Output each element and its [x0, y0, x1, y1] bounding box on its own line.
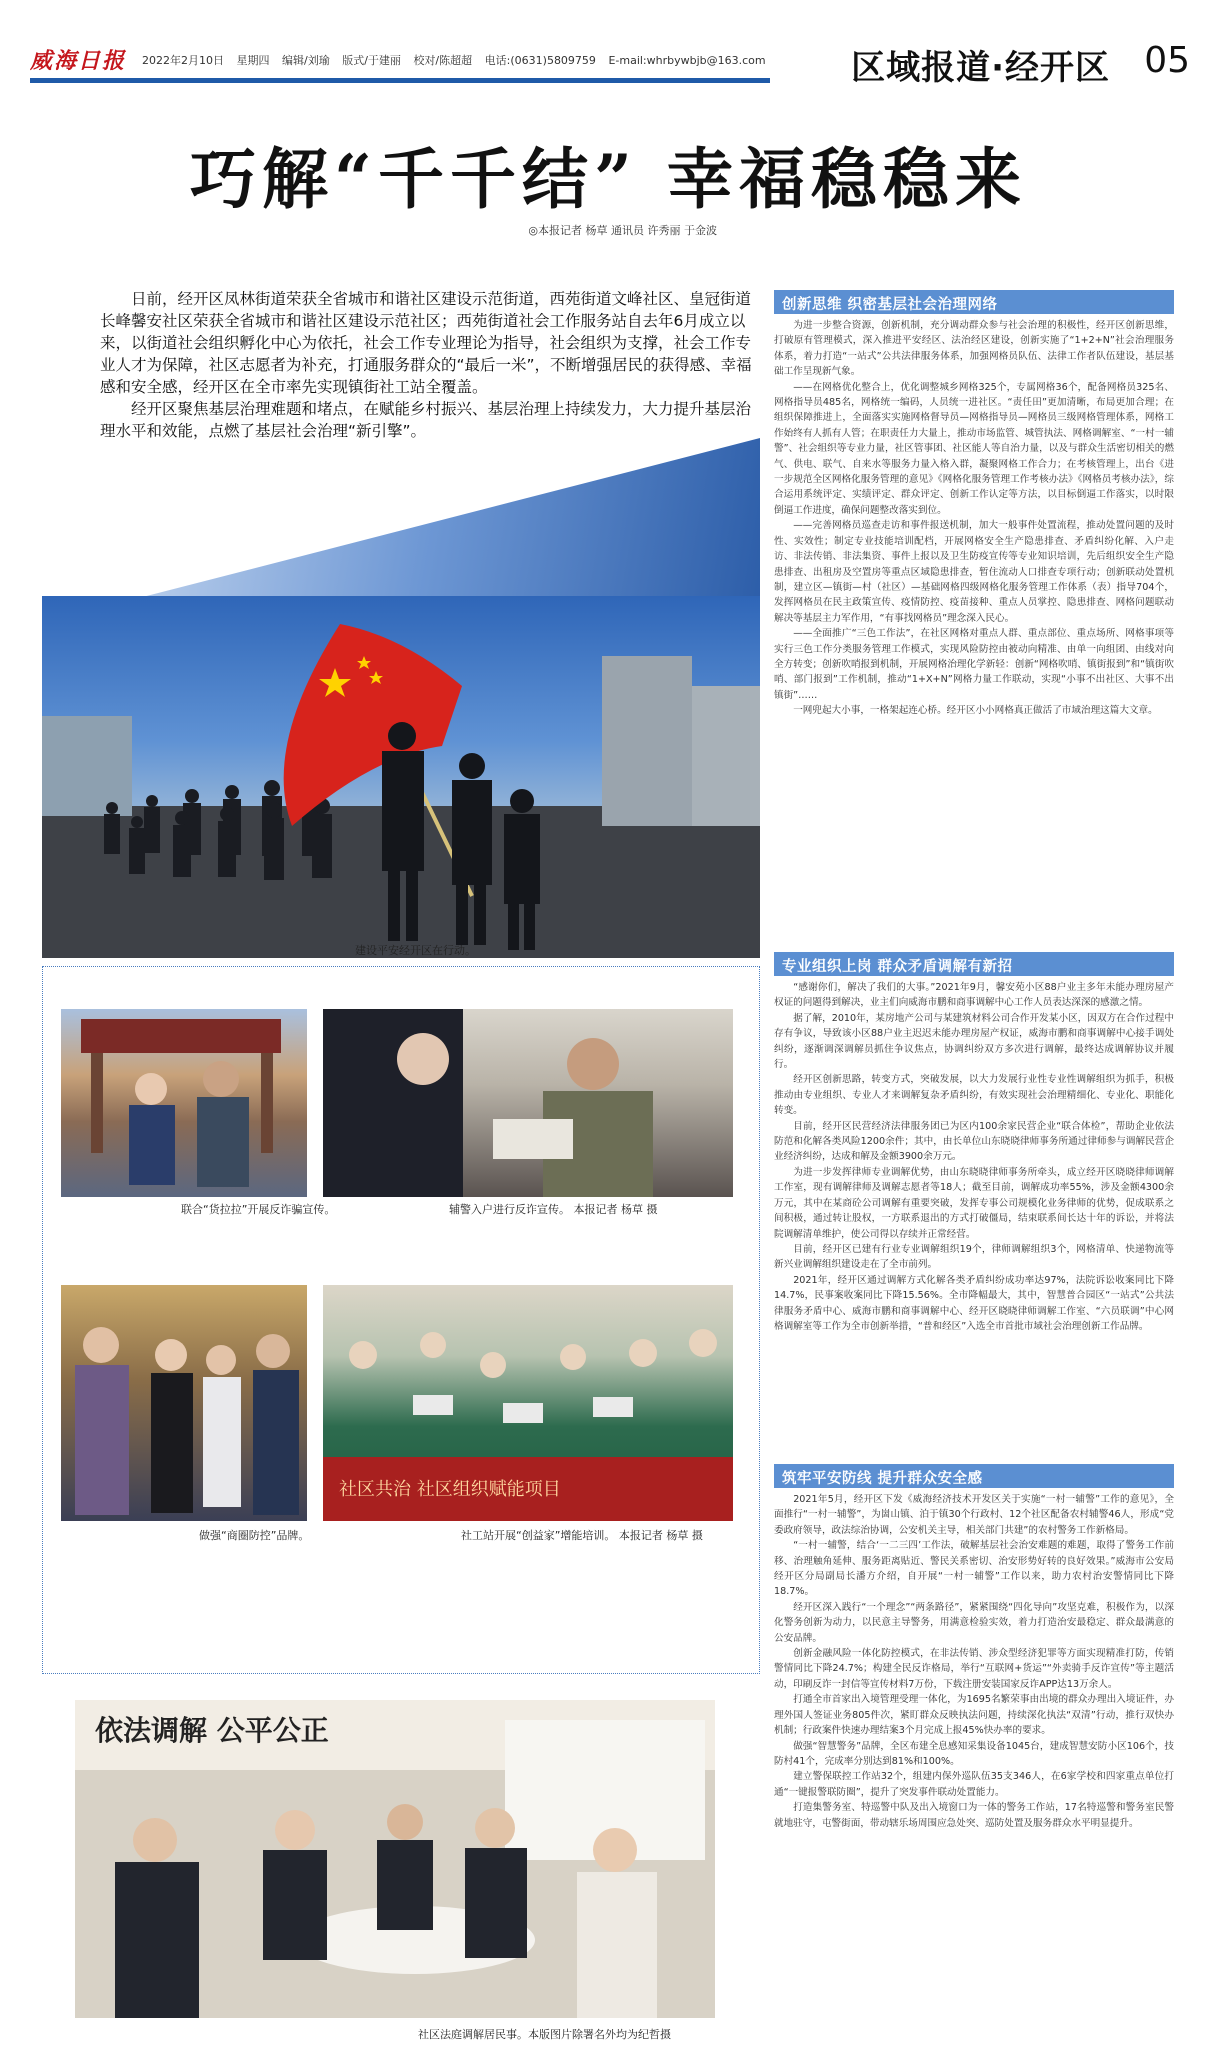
issue-meta	[142, 52, 775, 68]
section-paragraph: 做强“智慧警务”品牌，全区布建全息感知采集设备1045台，建成智慧安防小区106个，技防村41个，完成率分别达到81%和100%。	[774, 1740, 1174, 1767]
section-paragraph: 目前，经开区民营经济法律服务团已为区内100余家民营企业“联合体检”，帮助企业依法防范和化解各类风险1200余件；其中，由长单位山东晓晓律师事务所通过律师参与调解民营企业经济纠纷，达成和解及金额3900余万元。	[774, 1120, 1174, 1163]
section-paragraph: 2021年，经开区通过调解方式化解各类矛盾纠纷成功率达97%，法院诉讼收案同比下降14.7%，民事案收案同比下降15.56%。全市降幅最大，其中，智慧普合园区“一站式”公共法律服务矛盾中心、威海市鹏和商事调解中心、经开区晓晓律师调解工作室、“六员联调”中心网格调解室等工作为全市创新举措，“普和经区”入选全市首批市域社会治理创新工作品牌。	[774, 1274, 1174, 1332]
header-rule	[30, 78, 770, 83]
decorative-band	[100, 438, 760, 608]
section-paragraph: “感谢你们，解决了我们的大事。”2021年9月，馨安苑小区88户业主多年未能办理房屋产权证的问题得到解决，业主们向威海市鹏和商事调解中心工作人员表达深深的感激之情。	[774, 982, 1174, 1009]
issue-weekday: 星期四	[236, 54, 270, 67]
newspaper-logo: 威海日报	[30, 48, 127, 74]
section-paragraph: 打通全市首家出入境管理受理一体化，为1695名繁荣事由出境的群众办理出入境证件，办理外国人签证业务805件次，紧盯群众反映执法问题，持续深化执法“双清”行动，推行双快办机制；行政案件快速办理结案3个月完成上报45%快办率的要求。	[774, 1694, 1174, 1737]
main-photo-caption: 建设平安经开区在行动。	[355, 944, 476, 957]
proof-credit: 校对/陈超超	[413, 54, 473, 67]
bottom-photo-caption: 社区法庭调解居民事。本版图片除署名外均为纪哲摄	[418, 2028, 671, 2041]
section-paragraph: ——完善网格员巡查走访和事件报送机制，加大一般事件处置流程，推动处置问题的及时性、实效性；制定专业技能培训配档，开展网格安全生产隐患排查、矛盾纠纷化解、入户走访、非法传销、非法集资、事件上报以及卫生防疫宣传等专业知识培训，先后组织安全生产隐患排查、出租房及空置房等重点区域隐患排查，暂住流动人口排查专项行动；创新联动处置机制，建立区—镇街—村（社区）—基础网格四级网格化服务管理工作体系（表）指导704个，发挥网格员在民主政策宣传、疫情防控、疫苗接种、重点人员掌控、隐患排查、网格问题联动解决等基层主力军作用，“有事找网格员”理念深入民心。	[774, 520, 1174, 624]
section-paragraph: 建立警保联控工作站32个，组建内保外巡队伍35支346人，在6家学校和四家重点单位打通“一键报警联防圈”，提升了突发事件联动处置能力。	[774, 1771, 1174, 1798]
photo-illustration	[323, 1285, 733, 1521]
section-security	[774, 1464, 1174, 1831]
section-title: 区域报道·经开区	[851, 48, 1110, 88]
masthead	[30, 40, 1190, 92]
project-banner-text: 社区共治 社区组织赋能项目	[339, 1479, 561, 1500]
section-paragraph: ——全面推广“三色工作法”，在社区网格对重点人群、重点部位、重点场所、网格事项等实行三色工作分类服务管理工作模式，实现风险防控由被动向精准、由单一向组团、由线对向全方转变；创新吹哨报到机制，开展网格治理化学新轻：创新“网格吹哨、镇街报到”和“镇街吹哨、部门报到”工作机制，推动“1+X+N”网格力量工作联动，实现“小事不出社区、大事不出镇街”……	[774, 628, 1174, 701]
photo-caption: 辅警入户进行反诈宣传。 本报记者 杨草 摄	[449, 1203, 658, 1216]
photo-community-court-mediation	[75, 1700, 715, 2018]
section-paragraph: 打造集警务室、特巡警中队及出入境窗口为一体的警务工作站，17名特巡警和警务室民警就地驻守，屯警街面，带动辖乐场周围应急处突、巡防处置及服务群众水平明显提升。	[774, 1802, 1174, 1829]
article-intro	[100, 288, 760, 442]
section-paragraph: 一网兜起大小事，一格架起连心桥。经开区小小网格真正做活了市域治理这篇大文章。	[793, 705, 1158, 717]
photo-illustration	[323, 1009, 733, 1197]
photo-illustration	[61, 1285, 307, 1521]
article-byline: ◎本报记者 杨草 通讯员 许秀丽 于金波	[528, 224, 717, 237]
section-paragraph: 创新金融风险一体化防控模式，在非法传销、涉众型经济犯罪等方面实现精准打防，传销警情同比下降24.7%；构建全民反诈格局，举行“互联网+货运”“外卖骑手反诈宣传”等主题活动，印刷反诈一封信等宣传材料7万份，下载注册安装国家反诈APP达13万余人。	[774, 1648, 1174, 1690]
section-paragraph: 据了解，2010年，某房地产公司与某建筑材料公司合作开发某小区，因双方在合作过程中存有争议，导致该小区88户业主迟迟未能办理房屋产权证，威海市鹏和商事调解中心接手调处纠纷，逐渐调深调解员抓住争议焦点，协调纠纷双方多次进行调解，最终达成调解协议并履行。	[774, 1012, 1174, 1071]
photo-social-work-training	[323, 1285, 733, 1521]
section-paragraph: ——在网格优化整合上，优化调整城乡网格325个，专属网格36个，配备网格员325名、网格指导员485名，网格统一编码，人员统一进社区。“责任田”更加清晰，布局更加合理；在组织保障推进上，全面落实实施网格督导员—网格指导员—网格员三级网格管理体系，网格工作始终有人抓有人管；在职责任力大量上，推动市场监管、城管执法、网格调解室、“一村一辅警”、社会组织等专业力量，社区管事团、社区能人等自治力量，以及与群众生活密切相关的燃气、供电、联气、自来水等服务力量入格入群，凝聚网格工作合力；在考核管理上，出台《进一步规范全区网格化服务管理的意见》《网格化服务管理工作考核办法》《网格员考核办法》，综合运用系统评定、实绩评定、群众评定、创新工作认定等方法，以目标倒逼工作落实，以时限倒逼工作进度，确保问题整改落实到位。	[774, 381, 1174, 516]
issue-date: 2022年2月10日	[142, 54, 224, 67]
intro-paragraph: 日前，经开区凤林街道荣获全省城市和谐社区建设示范街道，西苑街道文峰社区、皇冠街道长峰馨安社区荣获全省城市和谐社区建设示范社区；西苑街道社会工作服务站自去年6月成立以来，以街道社会组织孵化中心为依托，社会工作专业理论为指导，社会组织为支撑，社会工作专业人才为保障，社区志愿者为补充，打通服务群众的“最后一米”，不断增强居民的获得感、幸福感和安全感，经开区在全市率先实现镇街社工站全覆盖。	[100, 290, 752, 396]
photo-auxiliary-police-home-visit	[323, 1009, 733, 1197]
contact-email: E-mail:whrbywbjb@163.com	[608, 54, 766, 67]
photo-grid	[42, 966, 760, 1674]
section-heading: 筑牢平安防线 提升群众安全感	[774, 1464, 1174, 1488]
parade-illustration	[42, 596, 760, 958]
article-headline: 巧解“千千结” 幸福稳稳来	[190, 140, 1027, 218]
section-paragraph: 为进一步整合资源，创新机制，充分调动群众参与社会治理的积极性，经开区创新思维，打破原有管理模式，深入推进平安经区、法治经区建设，创新实施了“1+2+N”社会治理服务体系，着力打造“一站式”公共法律服务体系，加强网格员队伍、法律工作者队伍建设，基层基础工作呈现新气象。	[774, 320, 1174, 378]
photo-illustration	[61, 1009, 307, 1197]
section-paragraph: 经开区创新思路，转变方式，突破发展，以大力发展行业性专业性调解组织为抓手，积极推动由专业组织、专业人才来调解复杂矛盾纠纷，有效实现社会治理精细化、专业化、职能化转变。	[774, 1074, 1174, 1117]
mediation-banner-text: 依法调解 公平公正	[95, 1714, 329, 1747]
section-paragraph: 为进一步发挥律师专业调解优势，由山东晓晓律师事务所牵头，成立经开区晓晓律师调解工作室，现有调解律师及调解志愿者等18人；截至目前，调解成功率55%，涉及金额4300余万元，其中在某商砼公司调解有重要突破，发挥专事公司规模化业务律师的优势，促成联系之间积极，通过转让股权，一方联系退出的方式打破僵局，结束联系间长达十年的诉讼，并将法院调解清单维护，使公司得以存续并正常经营。	[774, 1166, 1174, 1240]
section-paragraph: “一村一辅警，结合‘一二三四’工作法，破解基层社会治安难题的难题，取得了警务工作前移、治理触角延伸、服务距离贴近、警民关系密切、治安形势好转的良好效果。”威海市公安局经开区分局副局长潘方介绍，自开展“一村一辅警”工作以来，助力农村治安警情同比下降18.7%。	[774, 1540, 1174, 1598]
photo-caption: 做强“商圈防控”品牌。	[199, 1529, 310, 1542]
editor-credit: 编辑/刘瑜	[282, 54, 330, 67]
photo-caption: 社工站开展“创益家”增能培训。 本报记者 杨草 摄	[461, 1529, 703, 1542]
contact-phone: 电话:(0631)5809759	[484, 54, 596, 67]
photo-anti-fraud-huolala	[61, 1009, 307, 1197]
section-heading: 创新思维 织密基层社会治理网络	[774, 290, 1174, 314]
section-innovation	[774, 290, 1174, 719]
intro-paragraph: 经开区聚焦基层治理难题和堵点，在赋能乡村振兴、基层治理上持续发力，大力提升基层治理水平和效能，点燃了基层社会治理“新引擎”。	[100, 400, 752, 440]
main-photo-police-parade	[42, 596, 760, 958]
photo-illustration	[75, 1700, 715, 2018]
section-heading: 专业组织上岗 群众矛盾调解有新招	[774, 952, 1174, 976]
section-paragraph: 2021年5月，经开区下发《威海经济技术开发区关于实施“一村一辅警”工作的意见》，全面推行“一村一辅警”，为崮山镇、泊于镇30个行政村、12个社区配备农村辅警46人，形成“党委政府领导，政法综治协调，公安机关主导，相关部门共建”的农村警务工作新格局。	[774, 1494, 1174, 1536]
section-paragraph: 经开区深入践行“一个理念”“两条路径”，紧紧围绕“四化导向”攻坚克难，积极作为，以深化警务创新为动力，以民意主导警务，用满意检验实效，着力打造治安最稳定、群众最满意的公安品牌。	[774, 1601, 1174, 1644]
section-mediation	[774, 952, 1174, 1334]
photo-business-district-patrol	[61, 1285, 307, 1521]
layout-credit: 版式/于建丽	[342, 54, 401, 67]
page-number: 05	[1144, 40, 1190, 81]
section-paragraph: 目前，经开区已建有行业专业调解组织19个，律师调解组织3个，网格清单、快递物流等新兴业调解组织建设走在了全市前列。	[774, 1243, 1174, 1271]
photo-caption: 联合“货拉拉”开展反诈骗宣传。	[181, 1203, 336, 1216]
